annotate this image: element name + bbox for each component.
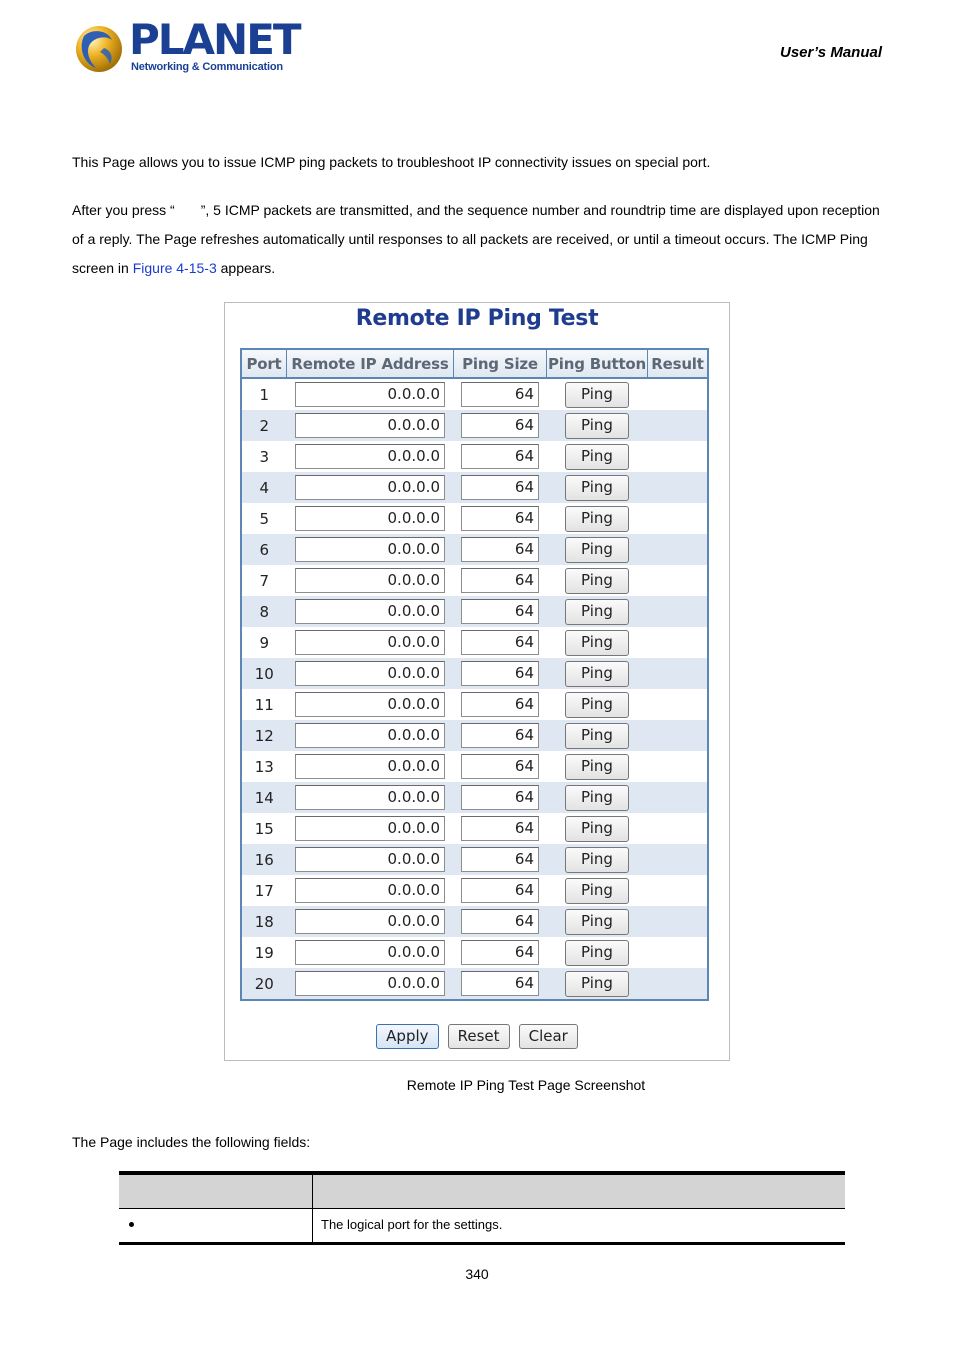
ping-button[interactable]: Ping — [565, 847, 629, 873]
intro-after: ”, 5 ICMP packets are transmitted, and the sequence number and roundtrip time are displayed upon reception of a reply. The Page refreshes automatically until responses to all packets are received, or until a timeout occurs. The ICMP Ping screen in — [72, 202, 880, 276]
ping-size-input[interactable]: 64 — [461, 785, 539, 810]
ping-button[interactable]: Ping — [565, 568, 629, 594]
ping-size-cell — [454, 472, 547, 503]
table-row — [241, 937, 708, 968]
logo-tagline: Networking & Communication — [131, 61, 283, 73]
intro-paragraph — [72, 196, 884, 283]
fields-description-cell: The logical port for the settings. — [321, 1217, 503, 1232]
table-row — [241, 441, 708, 472]
remote-ip-input[interactable]: 0.0.0.0 — [295, 940, 445, 965]
ping-table — [240, 348, 709, 1001]
port-cell: 5 — [241, 503, 287, 534]
remote-ip-input[interactable]: 0.0.0.0 — [295, 909, 445, 934]
remote-ip-cell — [287, 813, 454, 844]
port-cell: 6 — [241, 534, 287, 565]
fields-header-row — [119, 1174, 845, 1209]
fields-object-cell — [119, 1209, 313, 1242]
ping-button-cell — [547, 813, 648, 844]
result-cell — [648, 472, 709, 503]
remote-ip-input[interactable]: 0.0.0.0 — [295, 692, 445, 717]
remote-ip-input[interactable]: 0.0.0.0 — [295, 568, 445, 593]
ping-size-input[interactable]: 64 — [461, 816, 539, 841]
table-row — [241, 565, 708, 596]
result-cell — [648, 782, 709, 813]
port-cell: 14 — [241, 782, 287, 813]
ping-size-input[interactable]: 64 — [461, 630, 539, 655]
remote-ip-input[interactable]: 0.0.0.0 — [295, 475, 445, 500]
fields-row — [119, 1209, 845, 1245]
remote-ip-cell — [287, 875, 454, 906]
ping-size-input[interactable]: 64 — [461, 754, 539, 779]
fields-intro: The Page includes the following fields: — [72, 1134, 311, 1150]
port-cell: 19 — [241, 937, 287, 968]
ping-size-input[interactable]: 64 — [461, 692, 539, 717]
col-header-ping-button: Ping Button — [547, 349, 648, 378]
ping-button-cell — [547, 937, 648, 968]
remote-ip-cell — [287, 503, 454, 534]
port-cell: 9 — [241, 627, 287, 658]
ping-button-cell — [547, 968, 648, 1000]
result-cell — [648, 689, 709, 720]
result-cell — [648, 410, 709, 441]
result-cell — [648, 627, 709, 658]
result-cell — [648, 378, 709, 410]
ping-button[interactable]: Ping — [565, 971, 629, 997]
remote-ip-input[interactable]: 0.0.0.0 — [295, 537, 445, 562]
ping-size-cell — [454, 503, 547, 534]
port-cell: 3 — [241, 441, 287, 472]
ping-button[interactable]: Ping — [565, 444, 629, 470]
ping-button-cell — [547, 534, 648, 565]
ping-size-cell — [454, 751, 547, 782]
table-row — [241, 627, 708, 658]
result-cell — [648, 813, 709, 844]
ping-size-input[interactable]: 64 — [461, 537, 539, 562]
col-header-port: Port — [241, 349, 287, 378]
remote-ip-input[interactable]: 0.0.0.0 — [295, 878, 445, 903]
remote-ip-input[interactable]: 0.0.0.0 — [295, 816, 445, 841]
ping-size-input[interactable]: 64 — [461, 382, 539, 407]
action-buttons — [225, 1024, 729, 1049]
remote-ip-cell — [287, 534, 454, 565]
port-cell: 10 — [241, 658, 287, 689]
ping-button-cell — [547, 565, 648, 596]
ping-size-cell — [454, 596, 547, 627]
ping-button[interactable]: Ping — [565, 506, 629, 532]
ping-button[interactable]: Ping — [565, 878, 629, 904]
ping-button-cell — [547, 720, 648, 751]
ping-button[interactable]: Ping — [565, 630, 629, 656]
result-cell — [648, 534, 709, 565]
result-cell — [648, 906, 709, 937]
remote-ip-cell — [287, 906, 454, 937]
ping-button[interactable]: Ping — [565, 692, 629, 718]
ping-size-cell — [454, 813, 547, 844]
ping-size-cell — [454, 441, 547, 472]
port-cell: 20 — [241, 968, 287, 1000]
remote-ip-input[interactable]: 0.0.0.0 — [295, 413, 445, 438]
result-cell — [648, 596, 709, 627]
ping-size-input[interactable]: 64 — [461, 878, 539, 903]
remote-ip-cell — [287, 968, 454, 1000]
reset-button[interactable]: Reset — [448, 1024, 510, 1049]
result-cell — [648, 875, 709, 906]
ping-button-cell — [547, 472, 648, 503]
ping-size-cell — [454, 937, 547, 968]
port-cell: 7 — [241, 565, 287, 596]
ping-button-cell — [547, 596, 648, 627]
ping-button[interactable]: Ping — [565, 382, 629, 408]
clear-button[interactable]: Clear — [519, 1024, 578, 1049]
table-row — [241, 472, 708, 503]
table-row — [241, 658, 708, 689]
ping-button-cell — [547, 503, 648, 534]
result-cell — [648, 968, 709, 1000]
ping-size-cell — [454, 627, 547, 658]
ping-size-input[interactable]: 64 — [461, 940, 539, 965]
remote-ip-cell — [287, 410, 454, 441]
ping-size-input[interactable]: 64 — [461, 475, 539, 500]
remote-ip-input[interactable]: 0.0.0.0 — [295, 382, 445, 407]
table-row — [241, 968, 708, 1000]
fields-header-description — [313, 1175, 845, 1208]
ping-size-input[interactable]: 64 — [461, 444, 539, 469]
ping-button[interactable]: Ping — [565, 413, 629, 439]
remote-ip-cell — [287, 689, 454, 720]
remote-ip-cell — [287, 658, 454, 689]
table-row — [241, 689, 708, 720]
apply-button[interactable]: Apply — [376, 1024, 438, 1049]
ping-button-cell — [547, 410, 648, 441]
ping-button[interactable]: Ping — [565, 754, 629, 780]
ping-button-cell — [547, 441, 648, 472]
result-cell — [648, 844, 709, 875]
result-cell — [648, 441, 709, 472]
ping-button[interactable]: Ping — [565, 816, 629, 842]
table-header-row — [241, 349, 708, 378]
remote-ip-input[interactable]: 0.0.0.0 — [295, 630, 445, 655]
ping-size-input[interactable]: 64 — [461, 568, 539, 593]
ping-button-cell — [547, 875, 648, 906]
port-cell: 15 — [241, 813, 287, 844]
remote-ip-cell — [287, 565, 454, 596]
ping-size-input[interactable]: 64 — [461, 971, 539, 996]
remote-ip-input[interactable]: 0.0.0.0 — [295, 754, 445, 779]
remote-ip-cell — [287, 472, 454, 503]
ping-size-cell — [454, 782, 547, 813]
ping-size-cell — [454, 720, 547, 751]
table-row — [241, 503, 708, 534]
result-cell — [648, 720, 709, 751]
table-row — [241, 782, 708, 813]
intro-before: After you press “ — [72, 202, 175, 218]
fields-header-object — [119, 1175, 313, 1208]
bullet-icon — [129, 1222, 134, 1227]
ping-button-cell — [547, 782, 648, 813]
table-row — [241, 596, 708, 627]
figure-link[interactable]: Figure 4-15-3 — [132, 260, 217, 276]
port-cell: 8 — [241, 596, 287, 627]
figure-caption: Remote IP Ping Test Page Screenshot — [406, 1077, 646, 1093]
table-row — [241, 844, 708, 875]
col-header-remote-ip: Remote IP Address — [287, 349, 454, 378]
ping-size-cell — [454, 658, 547, 689]
remote-ip-cell — [287, 844, 454, 875]
ping-button[interactable]: Ping — [565, 599, 629, 625]
port-cell: 1 — [241, 378, 287, 410]
intro-end: appears. — [216, 260, 276, 276]
table-row — [241, 378, 708, 410]
remote-ip-input[interactable]: 0.0.0.0 — [295, 599, 445, 624]
remote-ip-cell — [287, 627, 454, 658]
ping-table-body — [241, 378, 708, 1000]
port-cell: 18 — [241, 906, 287, 937]
ping-button-cell — [547, 751, 648, 782]
ping-button-cell — [547, 844, 648, 875]
ping-button[interactable]: Ping — [565, 785, 629, 811]
result-cell — [648, 658, 709, 689]
table-row — [241, 813, 708, 844]
table-row — [241, 410, 708, 441]
ping-size-input[interactable]: 64 — [461, 599, 539, 624]
remote-ip-input[interactable]: 0.0.0.0 — [295, 785, 445, 810]
remote-ip-input[interactable]: 0.0.0.0 — [295, 971, 445, 996]
col-header-ping-size: Ping Size — [454, 349, 547, 378]
ping-button[interactable]: Ping — [565, 661, 629, 687]
result-cell — [648, 751, 709, 782]
table-row — [241, 906, 708, 937]
ping-size-cell — [454, 906, 547, 937]
remote-ip-input[interactable]: 0.0.0.0 — [295, 506, 445, 531]
manual-label: User’s Manual — [780, 44, 882, 61]
ping-size-cell — [454, 565, 547, 596]
remote-ip-cell — [287, 720, 454, 751]
ping-button-cell — [547, 627, 648, 658]
port-cell: 17 — [241, 875, 287, 906]
remote-ip-input[interactable]: 0.0.0.0 — [295, 847, 445, 872]
remote-ip-cell — [287, 596, 454, 627]
ping-button[interactable]: Ping — [565, 909, 629, 935]
ping-size-input[interactable]: 64 — [461, 847, 539, 872]
ping-size-input[interactable]: 64 — [461, 723, 539, 748]
planet-logo — [74, 15, 300, 78]
fields-table — [119, 1171, 845, 1245]
remote-ip-input[interactable]: 0.0.0.0 — [295, 723, 445, 748]
col-header-result: Result — [648, 349, 709, 378]
ping-button-cell — [547, 689, 648, 720]
remote-ip-cell — [287, 378, 454, 410]
result-cell — [648, 565, 709, 596]
ping-size-input[interactable]: 64 — [461, 909, 539, 934]
table-row — [241, 720, 708, 751]
ping-button[interactable]: Ping — [565, 940, 629, 966]
remote-ip-input[interactable]: 0.0.0.0 — [295, 661, 445, 686]
ping-size-cell — [454, 875, 547, 906]
ping-button[interactable]: Ping — [565, 537, 629, 563]
ping-size-input[interactable]: 64 — [461, 506, 539, 531]
result-cell — [648, 503, 709, 534]
ping-size-cell — [454, 410, 547, 441]
ping-button[interactable]: Ping — [565, 475, 629, 501]
logo-wordmark: PLANET — [129, 15, 300, 64]
port-cell: 4 — [241, 472, 287, 503]
ping-size-cell — [454, 689, 547, 720]
remote-ip-cell — [287, 937, 454, 968]
ping-size-cell — [454, 844, 547, 875]
intro-line: This Page allows you to issue ICMP ping packets to troubleshoot IP connectivity issues on special port. — [72, 154, 711, 170]
port-cell: 12 — [241, 720, 287, 751]
port-cell: 16 — [241, 844, 287, 875]
ping-size-input[interactable]: 64 — [461, 413, 539, 438]
ping-size-cell — [454, 378, 547, 410]
ping-test-screenshot — [224, 302, 730, 1061]
ping-size-input[interactable]: 64 — [461, 661, 539, 686]
result-cell — [648, 937, 709, 968]
table-row — [241, 534, 708, 565]
ping-button[interactable]: Ping — [565, 723, 629, 749]
ping-button-cell — [547, 378, 648, 410]
ping-size-cell — [454, 968, 547, 1000]
ping-size-cell — [454, 534, 547, 565]
ping-button-cell — [547, 658, 648, 689]
ping-button-cell — [547, 906, 648, 937]
remote-ip-input[interactable]: 0.0.0.0 — [295, 444, 445, 469]
port-cell: 2 — [241, 410, 287, 441]
port-cell: 11 — [241, 689, 287, 720]
remote-ip-cell — [287, 782, 454, 813]
page-number: 340 — [465, 1266, 489, 1282]
globe-logo-icon — [74, 24, 124, 74]
table-row — [241, 875, 708, 906]
table-row — [241, 751, 708, 782]
port-cell: 13 — [241, 751, 287, 782]
remote-ip-cell — [287, 441, 454, 472]
screenshot-title: Remote IP Ping Test — [355, 306, 599, 331]
remote-ip-cell — [287, 751, 454, 782]
